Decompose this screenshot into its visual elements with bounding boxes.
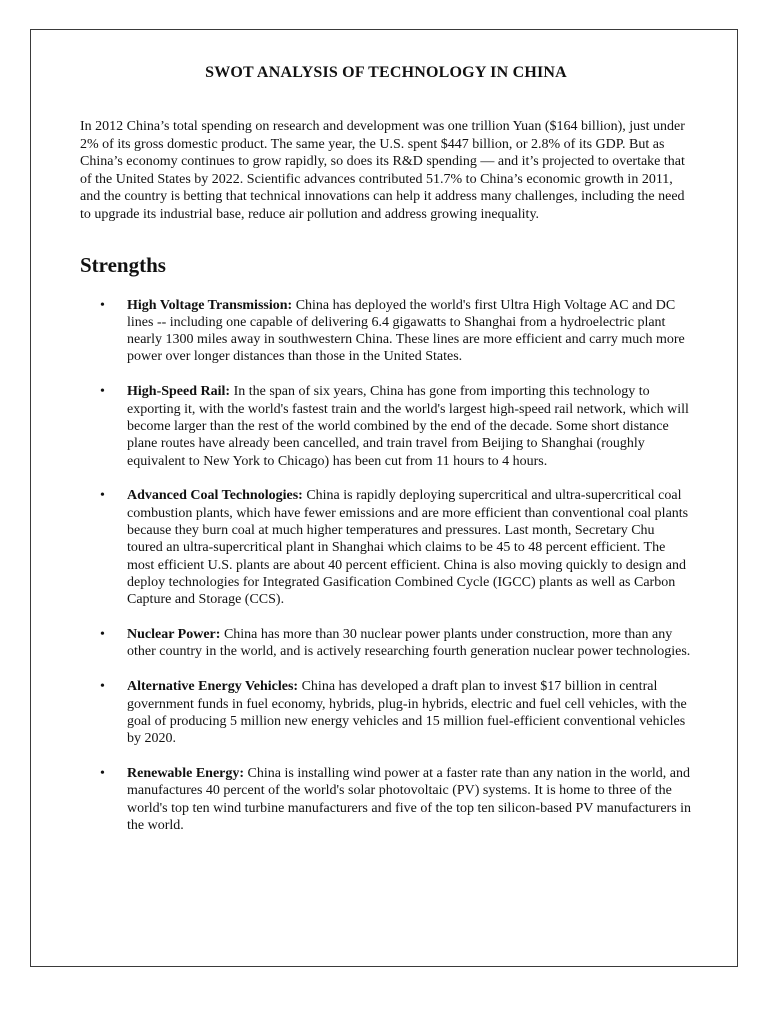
- item-text: China has deployed the world's first Ultra High Voltage AC and DC lines -- including one capable of delivering 6.4 gigawatts to Shanghai from a hydroelectric plant nearly 1300 miles away in southwestern China. These lines are more efficient and carry much more power over longer distances than those in the United States.: [127, 297, 685, 365]
- list-item-advanced-coal-technologies: [80, 487, 692, 608]
- item-text: In the span of six years, China has gone from importing this technology to exporting it, with the world's fastest train and the world's largest high-speed rail network, which will become larger than the rest of the world combined by the end of the decade. Some short distance plane routes have already been cancelled, and train travel from Beijing to Shanghai (roughly equivalent to New York to Chicago) has been cut from 11 hours to 4 hours.: [127, 384, 689, 469]
- bullet-icon: •: [100, 627, 105, 643]
- bullet-icon: •: [100, 297, 105, 313]
- item-text: China has more than 30 nuclear power plants under construction, more than any other country in the world, and is actively researching fourth generation nuclear power technologies.: [127, 627, 691, 660]
- item-title: High-Speed Rail:: [127, 384, 231, 400]
- item-title: Renewable Energy:: [127, 766, 245, 782]
- intro-paragraph: In 2012 China’s total spending on research and development was one trillion Yuan ($164 billion), just under 2% of its gross domestic product. The same year, the U.S. spent $447 billion, or 2.8% of its GDP. But as China’s economy continues to grow rapidly, so does its R&D spending — and it’s projected to overtake that of the United States by 2022. Scientific advances contributed 51.7% to China’s economic growth in 2011, and the country is betting that technical innovations can help it address many challenges, including the need to upgrade its industrial base, reduce air pollution and address growing inequality.: [80, 119, 685, 222]
- bullet-icon: •: [100, 766, 105, 782]
- item-text: China has developed a draft plan to invest $17 billion in central government funds in fuel economy, hybrids, plug-in hybrids, electric and fuel cell vehicles, with the goal of producing 5 million new energy vehicles and 15 million fuel-efficient conventional vehicles by 2020.: [127, 679, 687, 747]
- list-item-alternative-energy-vehicles: [80, 678, 692, 747]
- document-body: [80, 62, 692, 852]
- item-title: Advanced Coal Technologies:: [127, 488, 303, 504]
- section-heading-strengths: Strengths: [80, 252, 166, 277]
- strengths-list: [80, 297, 692, 835]
- list-item-high-voltage-transmission: [80, 297, 692, 366]
- item-title: High Voltage Transmission:: [127, 297, 293, 313]
- document-title: SWOT ANALYSIS OF TECHNOLOGY IN CHINA: [205, 64, 567, 81]
- bullet-icon: •: [100, 488, 105, 504]
- item-text: China is rapidly deploying supercritical and ultra-supercritical coal combustion plants, which have fewer emissions and are more efficient than conventional coal plants because they burn coal at much higher temperatures and pressures. Last month, Secretary Chu toured an ultra-supercritical plant in Shanghai which claims to be 45 to 48 percent efficient. The most efficient U.S. plants are about 40 percent efficient. China is also moving quickly to design and deploy technologies for Integrated Gasification Combined Cycle (IGCC) plants as well as Carbon Capture and Storage (CCS).: [127, 488, 689, 608]
- list-item-renewable-energy: [80, 765, 692, 834]
- list-item-nuclear-power: [80, 626, 692, 661]
- item-title: Nuclear Power:: [127, 627, 221, 643]
- bullet-icon: •: [100, 679, 105, 695]
- item-title: Alternative Energy Vehicles:: [127, 679, 299, 695]
- list-item-high-speed-rail: [80, 383, 692, 469]
- bullet-icon: •: [100, 384, 105, 400]
- item-text: China is installing wind power at a faster rate than any nation in the world, and manufactures 40 percent of the world's solar photovoltaic (PV) systems. It is home to three of the world's top ten wind turbine manufacturers and five of the top ten silicon-based PV manufacturers in the world.: [127, 766, 692, 833]
